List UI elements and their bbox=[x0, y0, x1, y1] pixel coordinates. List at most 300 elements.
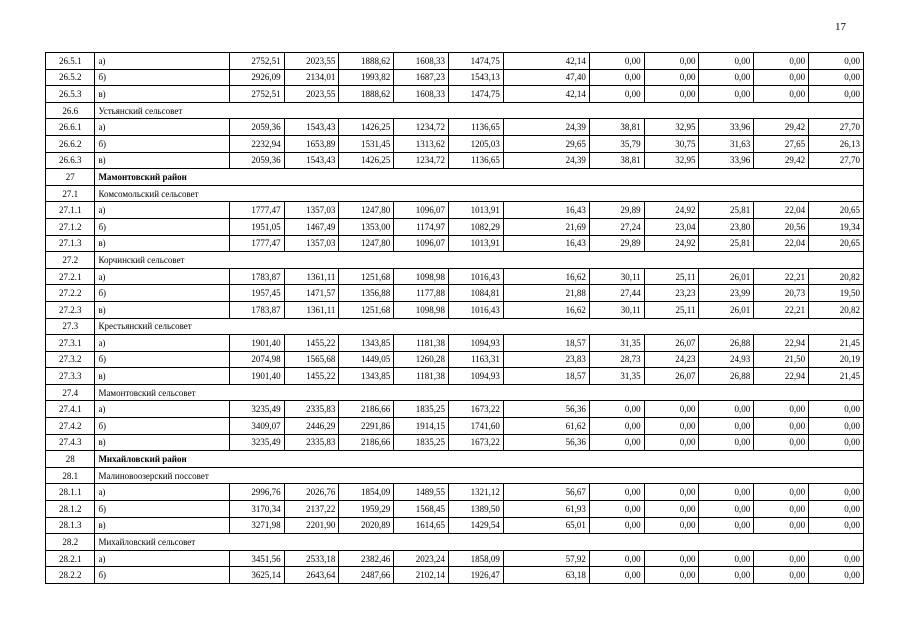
table-cell: 2335,83 bbox=[284, 434, 339, 451]
row-code: 27.3 bbox=[46, 318, 95, 335]
table-cell: 2752,51 bbox=[229, 86, 284, 103]
table-cell: 0,00 bbox=[644, 484, 699, 501]
table-cell: 2020,89 bbox=[339, 517, 394, 534]
table-cell: 1426,25 bbox=[339, 119, 394, 136]
table-cell: 1614,65 bbox=[394, 517, 449, 534]
table-cell: 1343,85 bbox=[339, 368, 394, 385]
table-row bbox=[46, 351, 864, 368]
table-cell: 1181,38 bbox=[394, 368, 449, 385]
table-cell: 23,83 bbox=[503, 351, 589, 368]
row-code: 26.5.2 bbox=[46, 69, 95, 86]
table-cell: 21,45 bbox=[809, 335, 864, 352]
row-label: а) bbox=[95, 268, 229, 285]
table-cell: 2201,90 bbox=[284, 517, 339, 534]
table-cell: 1082,29 bbox=[449, 218, 504, 235]
table-cell: 1959,29 bbox=[339, 501, 394, 518]
table-cell: 30,11 bbox=[589, 301, 644, 318]
row-code: 28.1 bbox=[46, 467, 95, 484]
table-cell: 1353,00 bbox=[339, 218, 394, 235]
table-cell: 0,00 bbox=[589, 86, 644, 103]
table-cell: 0,00 bbox=[809, 517, 864, 534]
table-cell: 56,67 bbox=[503, 484, 589, 501]
table-cell: 29,42 bbox=[754, 119, 809, 136]
table-cell: 1455,22 bbox=[284, 368, 339, 385]
table-cell: 2291,86 bbox=[339, 418, 394, 435]
table-row bbox=[46, 567, 864, 584]
table-row bbox=[46, 202, 864, 219]
row-code: 27.4 bbox=[46, 384, 95, 401]
table-cell: 1474,75 bbox=[449, 86, 504, 103]
table-cell: 2926,09 bbox=[229, 69, 284, 86]
table-cell: 1653,89 bbox=[284, 135, 339, 152]
table-cell: 38,81 bbox=[589, 152, 644, 169]
table-cell: 1163,31 bbox=[449, 351, 504, 368]
row-label: б) bbox=[95, 218, 229, 235]
row-code: 27.4.1 bbox=[46, 401, 95, 418]
table-cell: 23,23 bbox=[644, 285, 699, 302]
table-cell: 21,88 bbox=[503, 285, 589, 302]
row-label: а) bbox=[95, 550, 229, 567]
table-cell: 56,36 bbox=[503, 434, 589, 451]
row-code: 28.1.3 bbox=[46, 517, 95, 534]
row-label: в) bbox=[95, 517, 229, 534]
table-row bbox=[46, 86, 864, 103]
table-cell: 1901,40 bbox=[229, 368, 284, 385]
row-code: 27.3.1 bbox=[46, 335, 95, 352]
table-cell: 20,19 bbox=[809, 351, 864, 368]
table-cell: 56,36 bbox=[503, 401, 589, 418]
row-code: 26.5.3 bbox=[46, 86, 95, 103]
table-cell: 3170,34 bbox=[229, 501, 284, 518]
section-title: Устьянский сельсовет bbox=[95, 102, 864, 119]
table-cell: 1543,43 bbox=[284, 119, 339, 136]
table-cell: 1608,33 bbox=[394, 86, 449, 103]
row-code: 27.1.3 bbox=[46, 235, 95, 252]
table-cell: 1251,68 bbox=[339, 301, 394, 318]
table-row bbox=[46, 368, 864, 385]
section-title: Малиновоозерский поссовет bbox=[95, 467, 864, 484]
table-cell: 29,42 bbox=[754, 152, 809, 169]
table-cell: 0,00 bbox=[754, 517, 809, 534]
section-header-row bbox=[46, 534, 864, 551]
table-cell: 0,00 bbox=[699, 86, 754, 103]
table-cell: 1783,87 bbox=[229, 301, 284, 318]
row-label: а) bbox=[95, 401, 229, 418]
table-cell: 0,00 bbox=[699, 53, 754, 70]
table-cell: 1016,43 bbox=[449, 301, 504, 318]
table-cell: 1177,88 bbox=[394, 285, 449, 302]
table-cell: 33,96 bbox=[699, 119, 754, 136]
table-cell: 0,00 bbox=[699, 434, 754, 451]
table-cell: 26,13 bbox=[809, 135, 864, 152]
table-cell: 2186,66 bbox=[339, 434, 394, 451]
section-header-row bbox=[46, 384, 864, 401]
table-cell: 3409,07 bbox=[229, 418, 284, 435]
table-cell: 1608,33 bbox=[394, 53, 449, 70]
table-cell: 0,00 bbox=[589, 550, 644, 567]
table-cell: 25,11 bbox=[644, 301, 699, 318]
table-cell: 0,00 bbox=[589, 484, 644, 501]
table-cell: 2643,64 bbox=[284, 567, 339, 584]
table-cell: 1543,13 bbox=[449, 69, 504, 86]
row-code: 27.4.3 bbox=[46, 434, 95, 451]
table-cell: 27,70 bbox=[809, 152, 864, 169]
table-cell: 2023,24 bbox=[394, 550, 449, 567]
table-cell: 0,00 bbox=[589, 401, 644, 418]
row-code: 26.6 bbox=[46, 102, 95, 119]
table-cell: 2382,46 bbox=[339, 550, 394, 567]
table-cell: 42,14 bbox=[503, 53, 589, 70]
table-cell: 1543,43 bbox=[284, 152, 339, 169]
table-cell: 2335,83 bbox=[284, 401, 339, 418]
table-cell: 0,00 bbox=[754, 567, 809, 584]
table-cell: 1013,91 bbox=[449, 202, 504, 219]
table-cell: 1357,03 bbox=[284, 202, 339, 219]
table-cell: 35,79 bbox=[589, 135, 644, 152]
table-cell: 1673,22 bbox=[449, 401, 504, 418]
row-code: 28.2.2 bbox=[46, 567, 95, 584]
table-cell: 16,62 bbox=[503, 301, 589, 318]
table-cell: 0,00 bbox=[754, 69, 809, 86]
table-cell: 0,00 bbox=[644, 418, 699, 435]
table-cell: 0,00 bbox=[644, 53, 699, 70]
table-cell: 38,81 bbox=[589, 119, 644, 136]
table-body bbox=[46, 53, 864, 584]
table-cell: 24,39 bbox=[503, 119, 589, 136]
table-cell: 1094,93 bbox=[449, 368, 504, 385]
table-cell: 0,00 bbox=[644, 567, 699, 584]
table-cell: 26,88 bbox=[699, 368, 754, 385]
table-cell: 61,62 bbox=[503, 418, 589, 435]
table-cell: 2186,66 bbox=[339, 401, 394, 418]
table-cell: 0,00 bbox=[809, 501, 864, 518]
table-cell: 0,00 bbox=[589, 517, 644, 534]
table-cell: 1426,25 bbox=[339, 152, 394, 169]
table-cell: 0,00 bbox=[699, 484, 754, 501]
table-cell: 19,34 bbox=[809, 218, 864, 235]
table-cell: 1361,11 bbox=[284, 301, 339, 318]
table-cell: 1858,09 bbox=[449, 550, 504, 567]
table-cell: 1174,97 bbox=[394, 218, 449, 235]
table-cell: 29,89 bbox=[589, 202, 644, 219]
table-cell: 0,00 bbox=[644, 69, 699, 86]
table-cell: 1783,87 bbox=[229, 268, 284, 285]
section-header-row bbox=[46, 318, 864, 335]
table-cell: 0,00 bbox=[589, 501, 644, 518]
table-cell: 30,11 bbox=[589, 268, 644, 285]
row-code: 27.2.2 bbox=[46, 285, 95, 302]
section-header-row bbox=[46, 467, 864, 484]
table-cell: 22,94 bbox=[754, 335, 809, 352]
table-cell: 1356,88 bbox=[339, 285, 394, 302]
table-cell: 2134,01 bbox=[284, 69, 339, 86]
row-code: 28.2.1 bbox=[46, 550, 95, 567]
row-code: 26.6.2 bbox=[46, 135, 95, 152]
table-cell: 1568,45 bbox=[394, 501, 449, 518]
table-cell: 0,00 bbox=[809, 69, 864, 86]
table-cell: 0,00 bbox=[589, 53, 644, 70]
table-cell: 27,44 bbox=[589, 285, 644, 302]
table-cell: 0,00 bbox=[644, 517, 699, 534]
table-cell: 24,23 bbox=[644, 351, 699, 368]
table-cell: 57,92 bbox=[503, 550, 589, 567]
table-cell: 25,81 bbox=[699, 202, 754, 219]
table-cell: 47,40 bbox=[503, 69, 589, 86]
row-label: б) bbox=[95, 418, 229, 435]
table-cell: 27,70 bbox=[809, 119, 864, 136]
table-cell: 1096,07 bbox=[394, 202, 449, 219]
table-cell: 19,50 bbox=[809, 285, 864, 302]
row-label: б) bbox=[95, 501, 229, 518]
table-row bbox=[46, 550, 864, 567]
row-code: 28 bbox=[46, 451, 95, 468]
table-cell: 0,00 bbox=[644, 86, 699, 103]
table-cell: 1741,60 bbox=[449, 418, 504, 435]
table-cell: 20,82 bbox=[809, 301, 864, 318]
table-cell: 1471,57 bbox=[284, 285, 339, 302]
table-cell: 1854,09 bbox=[339, 484, 394, 501]
table-cell: 23,80 bbox=[699, 218, 754, 235]
table-cell: 22,94 bbox=[754, 368, 809, 385]
table-cell: 26,01 bbox=[699, 301, 754, 318]
table-row bbox=[46, 53, 864, 70]
table-cell: 18,57 bbox=[503, 368, 589, 385]
table-row bbox=[46, 268, 864, 285]
table-cell: 0,00 bbox=[809, 550, 864, 567]
row-code: 27.2.3 bbox=[46, 301, 95, 318]
row-code: 27.2 bbox=[46, 252, 95, 269]
table-cell: 1321,12 bbox=[449, 484, 504, 501]
row-code: 27.1.2 bbox=[46, 218, 95, 235]
table-cell: 0,00 bbox=[754, 484, 809, 501]
table-row bbox=[46, 418, 864, 435]
table-cell: 2996,76 bbox=[229, 484, 284, 501]
section-title: Корчинский сельсовет bbox=[95, 252, 864, 269]
section-title: Крестьянский сельсовет bbox=[95, 318, 864, 335]
table-cell: 1926,47 bbox=[449, 567, 504, 584]
district-header-row bbox=[46, 169, 864, 186]
table-cell: 2446,29 bbox=[284, 418, 339, 435]
table-cell: 65,01 bbox=[503, 517, 589, 534]
section-header-row bbox=[46, 185, 864, 202]
table-cell: 1429,54 bbox=[449, 517, 504, 534]
table-cell: 0,00 bbox=[644, 401, 699, 418]
table-cell: 22,04 bbox=[754, 202, 809, 219]
table-cell: 0,00 bbox=[589, 434, 644, 451]
table-cell: 0,00 bbox=[754, 501, 809, 518]
table-row bbox=[46, 434, 864, 451]
section-header-row bbox=[46, 252, 864, 269]
table-cell: 0,00 bbox=[699, 401, 754, 418]
table-cell: 20,65 bbox=[809, 235, 864, 252]
row-label: а) bbox=[95, 119, 229, 136]
table-cell: 2074,98 bbox=[229, 351, 284, 368]
table-cell: 1835,25 bbox=[394, 401, 449, 418]
table-cell: 16,62 bbox=[503, 268, 589, 285]
row-code: 26.5.1 bbox=[46, 53, 95, 70]
table-cell: 0,00 bbox=[754, 53, 809, 70]
table-cell: 1455,22 bbox=[284, 335, 339, 352]
table-cell: 1777,47 bbox=[229, 235, 284, 252]
table-cell: 1474,75 bbox=[449, 53, 504, 70]
table-cell: 1084,81 bbox=[449, 285, 504, 302]
table-cell: 20,65 bbox=[809, 202, 864, 219]
district-header-row bbox=[46, 451, 864, 468]
table-cell: 2023,55 bbox=[284, 53, 339, 70]
table-cell: 1957,45 bbox=[229, 285, 284, 302]
table-cell: 21,69 bbox=[503, 218, 589, 235]
table-cell: 3451,56 bbox=[229, 550, 284, 567]
table-row bbox=[46, 301, 864, 318]
table-cell: 1565,68 bbox=[284, 351, 339, 368]
table-cell: 1013,91 bbox=[449, 235, 504, 252]
table-cell: 1888,62 bbox=[339, 53, 394, 70]
table-cell: 3235,49 bbox=[229, 401, 284, 418]
row-label: б) bbox=[95, 135, 229, 152]
row-code: 28.1.1 bbox=[46, 484, 95, 501]
table-cell: 32,95 bbox=[644, 152, 699, 169]
table-cell: 0,00 bbox=[809, 567, 864, 584]
table-cell: 0,00 bbox=[699, 69, 754, 86]
table-cell: 1777,47 bbox=[229, 202, 284, 219]
row-code: 27.4.2 bbox=[46, 418, 95, 435]
table-cell: 0,00 bbox=[809, 434, 864, 451]
tariff-table bbox=[45, 52, 864, 584]
row-label: в) bbox=[95, 152, 229, 169]
row-code: 26.6.3 bbox=[46, 152, 95, 169]
table-row bbox=[46, 235, 864, 252]
table-cell: 2752,51 bbox=[229, 53, 284, 70]
table-cell: 1181,38 bbox=[394, 335, 449, 352]
section-title: Комсомольский сельсовет bbox=[95, 185, 864, 202]
table-cell: 1136,65 bbox=[449, 119, 504, 136]
table-cell: 0,00 bbox=[589, 69, 644, 86]
table-cell: 25,11 bbox=[644, 268, 699, 285]
row-label: б) bbox=[95, 285, 229, 302]
row-label: в) bbox=[95, 86, 229, 103]
table-cell: 22,04 bbox=[754, 235, 809, 252]
table-cell: 16,43 bbox=[503, 235, 589, 252]
row-label: а) bbox=[95, 484, 229, 501]
table-cell: 1313,62 bbox=[394, 135, 449, 152]
table-cell: 23,04 bbox=[644, 218, 699, 235]
table-row bbox=[46, 69, 864, 86]
table-cell: 1136,65 bbox=[449, 152, 504, 169]
table-cell: 1531,45 bbox=[339, 135, 394, 152]
table-cell: 22,21 bbox=[754, 301, 809, 318]
table-cell: 28,73 bbox=[589, 351, 644, 368]
table-cell: 1888,62 bbox=[339, 86, 394, 103]
table-cell: 1234,72 bbox=[394, 152, 449, 169]
table-cell: 1673,22 bbox=[449, 434, 504, 451]
table-cell: 1251,68 bbox=[339, 268, 394, 285]
table-cell: 23,99 bbox=[699, 285, 754, 302]
table-cell: 1389,50 bbox=[449, 501, 504, 518]
district-title: Михайловский район bbox=[95, 451, 864, 468]
row-label: в) bbox=[95, 368, 229, 385]
table-cell: 63,18 bbox=[503, 567, 589, 584]
table-cell: 0,00 bbox=[809, 86, 864, 103]
table-cell: 0,00 bbox=[699, 567, 754, 584]
table-row bbox=[46, 152, 864, 169]
table-cell: 2533,18 bbox=[284, 550, 339, 567]
table-cell: 0,00 bbox=[589, 567, 644, 584]
row-code: 28.2 bbox=[46, 534, 95, 551]
table-cell: 25,81 bbox=[699, 235, 754, 252]
table-cell: 3235,49 bbox=[229, 434, 284, 451]
table-cell: 22,21 bbox=[754, 268, 809, 285]
section-title: Мамонтовский сельсовет bbox=[95, 384, 864, 401]
table-cell: 1343,85 bbox=[339, 335, 394, 352]
table-cell: 26,01 bbox=[699, 268, 754, 285]
table-row bbox=[46, 484, 864, 501]
table-cell: 31,35 bbox=[589, 335, 644, 352]
table-cell: 33,96 bbox=[699, 152, 754, 169]
table-cell: 1016,43 bbox=[449, 268, 504, 285]
row-label: в) bbox=[95, 235, 229, 252]
table-cell: 1098,98 bbox=[394, 268, 449, 285]
table-cell: 1205,03 bbox=[449, 135, 504, 152]
table-cell: 24,92 bbox=[644, 202, 699, 219]
row-code: 28.1.2 bbox=[46, 501, 95, 518]
table-cell: 27,24 bbox=[589, 218, 644, 235]
table-cell: 32,95 bbox=[644, 119, 699, 136]
section-header-row bbox=[46, 102, 864, 119]
table-cell: 3271,98 bbox=[229, 517, 284, 534]
table-cell: 24,92 bbox=[644, 235, 699, 252]
table-cell: 0,00 bbox=[589, 418, 644, 435]
table-cell: 0,00 bbox=[754, 434, 809, 451]
table-cell: 31,63 bbox=[699, 135, 754, 152]
row-code: 27 bbox=[46, 169, 95, 186]
table-cell: 3625,14 bbox=[229, 567, 284, 584]
table-cell: 2137,22 bbox=[284, 501, 339, 518]
table-cell: 27,65 bbox=[754, 135, 809, 152]
table-cell: 1361,11 bbox=[284, 268, 339, 285]
table-cell: 20,82 bbox=[809, 268, 864, 285]
table-row bbox=[46, 335, 864, 352]
table-cell: 1687,23 bbox=[394, 69, 449, 86]
table-row bbox=[46, 285, 864, 302]
table-cell: 1489,55 bbox=[394, 484, 449, 501]
table-cell: 1357,03 bbox=[284, 235, 339, 252]
table-cell: 26,88 bbox=[699, 335, 754, 352]
table-cell: 18,57 bbox=[503, 335, 589, 352]
page-number: 17 bbox=[835, 21, 846, 33]
table-cell: 1096,07 bbox=[394, 235, 449, 252]
table-cell: 31,35 bbox=[589, 368, 644, 385]
table-cell: 1951,05 bbox=[229, 218, 284, 235]
table-cell: 24,93 bbox=[699, 351, 754, 368]
table-cell: 61,93 bbox=[503, 501, 589, 518]
row-code: 27.3.2 bbox=[46, 351, 95, 368]
table-cell: 0,00 bbox=[644, 501, 699, 518]
row-label: б) bbox=[95, 351, 229, 368]
row-code: 27.1 bbox=[46, 185, 95, 202]
table-cell: 0,00 bbox=[754, 86, 809, 103]
table-cell: 2232,94 bbox=[229, 135, 284, 152]
table-cell: 2059,36 bbox=[229, 152, 284, 169]
table-cell: 1247,80 bbox=[339, 235, 394, 252]
table-cell: 0,00 bbox=[809, 53, 864, 70]
table-cell: 26,07 bbox=[644, 368, 699, 385]
row-label: а) bbox=[95, 53, 229, 70]
table-row bbox=[46, 218, 864, 235]
table-cell: 21,45 bbox=[809, 368, 864, 385]
table-cell: 1247,80 bbox=[339, 202, 394, 219]
table-cell: 0,00 bbox=[699, 550, 754, 567]
table-cell: 29,89 bbox=[589, 235, 644, 252]
